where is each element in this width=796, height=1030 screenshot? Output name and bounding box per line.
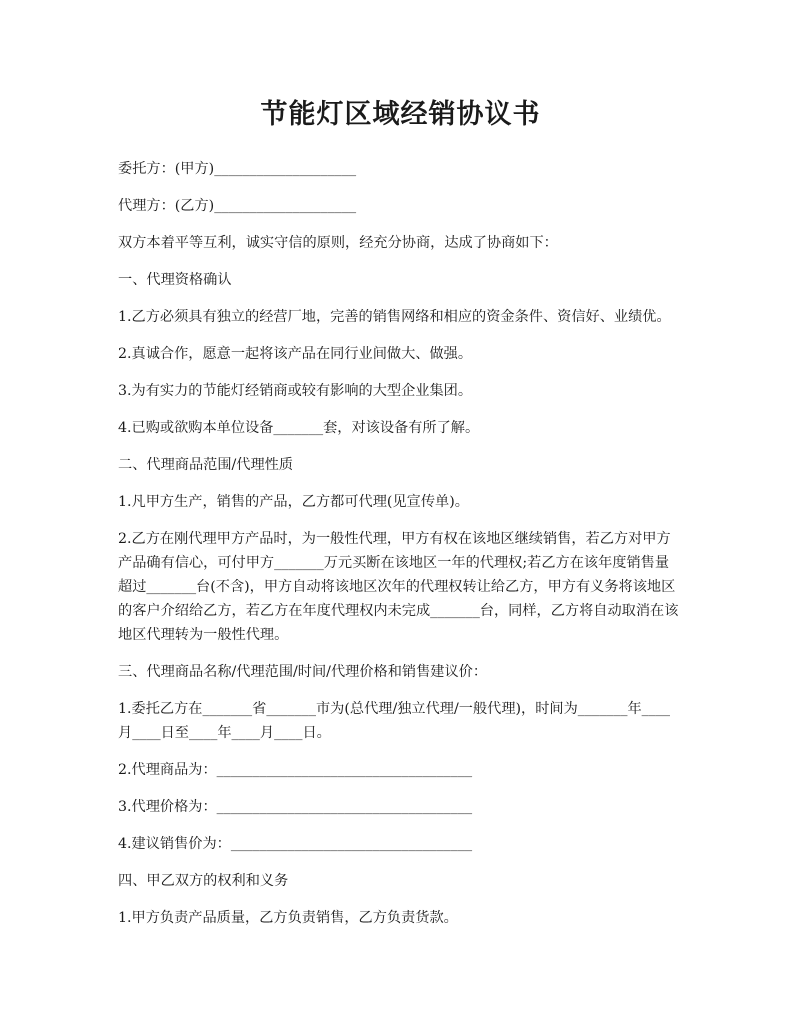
agent-party-field: 代理方：(乙方)____________________: [118, 198, 357, 214]
preamble-text: 双方本着平等互利，诚实守信的原则，经充分协商，达成了协商如下：: [118, 235, 558, 251]
principal-party-field: 委托方：(甲方)____________________: [118, 161, 357, 177]
clause-1-4: 4.已购或欲购本单位设备_______套，对该设备有所了解。: [118, 420, 480, 436]
section-heading-3: 三、代理商品名称/代理范围/时间/代理价格和销售建议价：: [118, 664, 488, 680]
section-heading-4: 四、甲乙双方的权利和义务: [118, 873, 289, 889]
clause-1-1: 1.乙方必须具有独立的经营厂地，完善的销售网络和相应的资金条件、资信好、业绩优。: [118, 309, 671, 325]
clause-3-3: 3.代理价格为：____________________________________: [118, 799, 473, 815]
section-heading-2: 二、代理商品范围/代理性质: [118, 457, 294, 473]
clause-3-1: 1.委托乙方在_______省_______市为(总代理/独立代理/一般代理)，时间为_______年____月____日至____年____月____日。: [118, 701, 671, 741]
clause-3-4: 4.建议销售价为：__________________________________: [118, 836, 473, 852]
document-page: [118, 92, 683, 943]
clause-1-3: 3.为有实力的节能灯经销商或较有影响的大型企业集团。: [118, 383, 473, 399]
clause-2-1: 1.凡甲方生产，销售的产品，乙方都可代理(见宣传单)。: [118, 494, 469, 510]
clause-2-2: 2.乙方在刚代理甲方产品时，为一般性代理，甲方有权在该地区继续销售，若乙方对甲方产品确有信心，可付甲方_______万元买断在该地区一年的代理权;若乙方在该年度销售量超过_______台(不含)，甲方自动将该地区次年的代理权转让给乙方，甲方有义务将该地区的客户介绍给乙方，若乙方在年度代理权内未完成_______台，同样，乙方将自动取消在该地区代理转为一般性代理。: [118, 531, 679, 643]
section-heading-1: 一、代理资格确认: [118, 272, 232, 288]
document-title: 节能灯区域经销协议书: [260, 99, 541, 130]
clause-3-2: 2.代理商品为：____________________________________: [118, 762, 473, 778]
clause-4-1: 1.甲方负责产品质量，乙方负责销售，乙方负责货款。: [118, 910, 458, 926]
clause-1-2: 2.真诚合作，愿意一起将该产品在同行业间做大、做强。: [118, 346, 473, 362]
